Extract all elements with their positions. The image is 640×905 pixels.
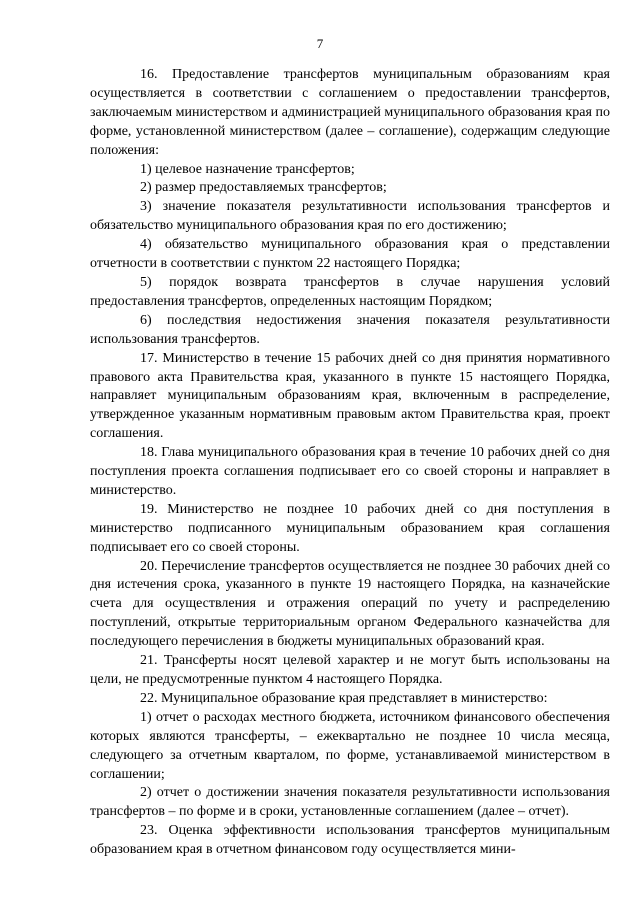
paragraph-19: 19. Министерство не позднее 10 рабочих дней со дня поступления в министерство подписанного муниципальным образованием края соглашения подписывает его со своей стороны. bbox=[90, 501, 610, 555]
list-item: 6) последствия недостижения значения показателя результативности использования трансфертов. bbox=[90, 312, 610, 347]
list-item: 1) целевое назначение трансфертов; bbox=[140, 161, 355, 177]
document-body bbox=[90, 66, 610, 860]
list-item: 5) порядок возврата трансфертов в случае нарушения условий предоставления трансфертов, определенных настоящим Порядком; bbox=[90, 274, 610, 309]
paragraph-17: 17. Министерство в течение 15 рабочих дней со дня принятия нормативного правового акта Правительства края, указанного в пункте 15 настоящего Порядка, направляет муниципальным образованиям края, включенным в распределение, утвержденное указанным нормативным правовым актом Правительства края, проект соглашения. bbox=[90, 350, 610, 442]
paragraph-18: 18. Глава муниципального образования края в течение 10 рабочих дней со дня поступления проекта соглашения подписывает его со своей стороны и направляет в министерство. bbox=[90, 445, 610, 498]
list-item: 3) значение показателя результативности использования трансфертов и обязательство муниципального образования края по его достижению; bbox=[90, 199, 610, 234]
list-item: 2) размер предоставляемых трансфертов; bbox=[140, 180, 387, 196]
paragraph-21: 21. Трансферты носят целевой характер и не могут быть использованы на цели, не предусмотренные пунктом 4 настоящего Порядка. bbox=[90, 653, 610, 687]
paragraph-16: 16. Предоставление трансфертов муниципальным образованиям края осуществляется в соответствии с соглашением о предоставлении трансфертов, заключаемым министерством и администрацией муниципального образования края по форме, установленной министерством (далее – соглашение), содержащим следующие положения: bbox=[90, 67, 610, 158]
paragraph-20: 20. Перечисление трансфертов осуществляется не позднее 30 рабочих дней со дня истечения срока, указанного в пункте 19 настоящего Порядка, на казначейские счета для осуществления и отражения операций по учету и распределению поступлений, открытые территориальным органом Федерального казначейства для последующего перечисления в бюджеты муниципальных образований края. bbox=[90, 558, 610, 650]
page-number: 7 bbox=[316, 36, 324, 51]
paragraph-22: 22. Муниципальное образование края представляет в министерство: bbox=[140, 690, 548, 706]
paragraph-23: 23. Оценка эффективности использования трансфертов муниципальным образованием края в отчетном финансовом году осуществляется мини- bbox=[90, 823, 610, 858]
list-item: 2) отчет о достижении значения показателя результативности использования трансфертов – по форме и в сроки, установленные соглашением (далее – отчет). bbox=[90, 785, 610, 820]
list-item: 4) обязательство муниципального образования края о представлении отчетности в соответствии с пунктом 22 настоящего Порядка; bbox=[90, 237, 610, 272]
list-item: 1) отчет о расходах местного бюджета, источником финансового обеспечения которых являются трансферты, – ежеквартально не позднее 10 числа месяца, следующего за отчетным кварталом, по форме, устанавливаемой министерством в соглашении; bbox=[90, 709, 610, 782]
